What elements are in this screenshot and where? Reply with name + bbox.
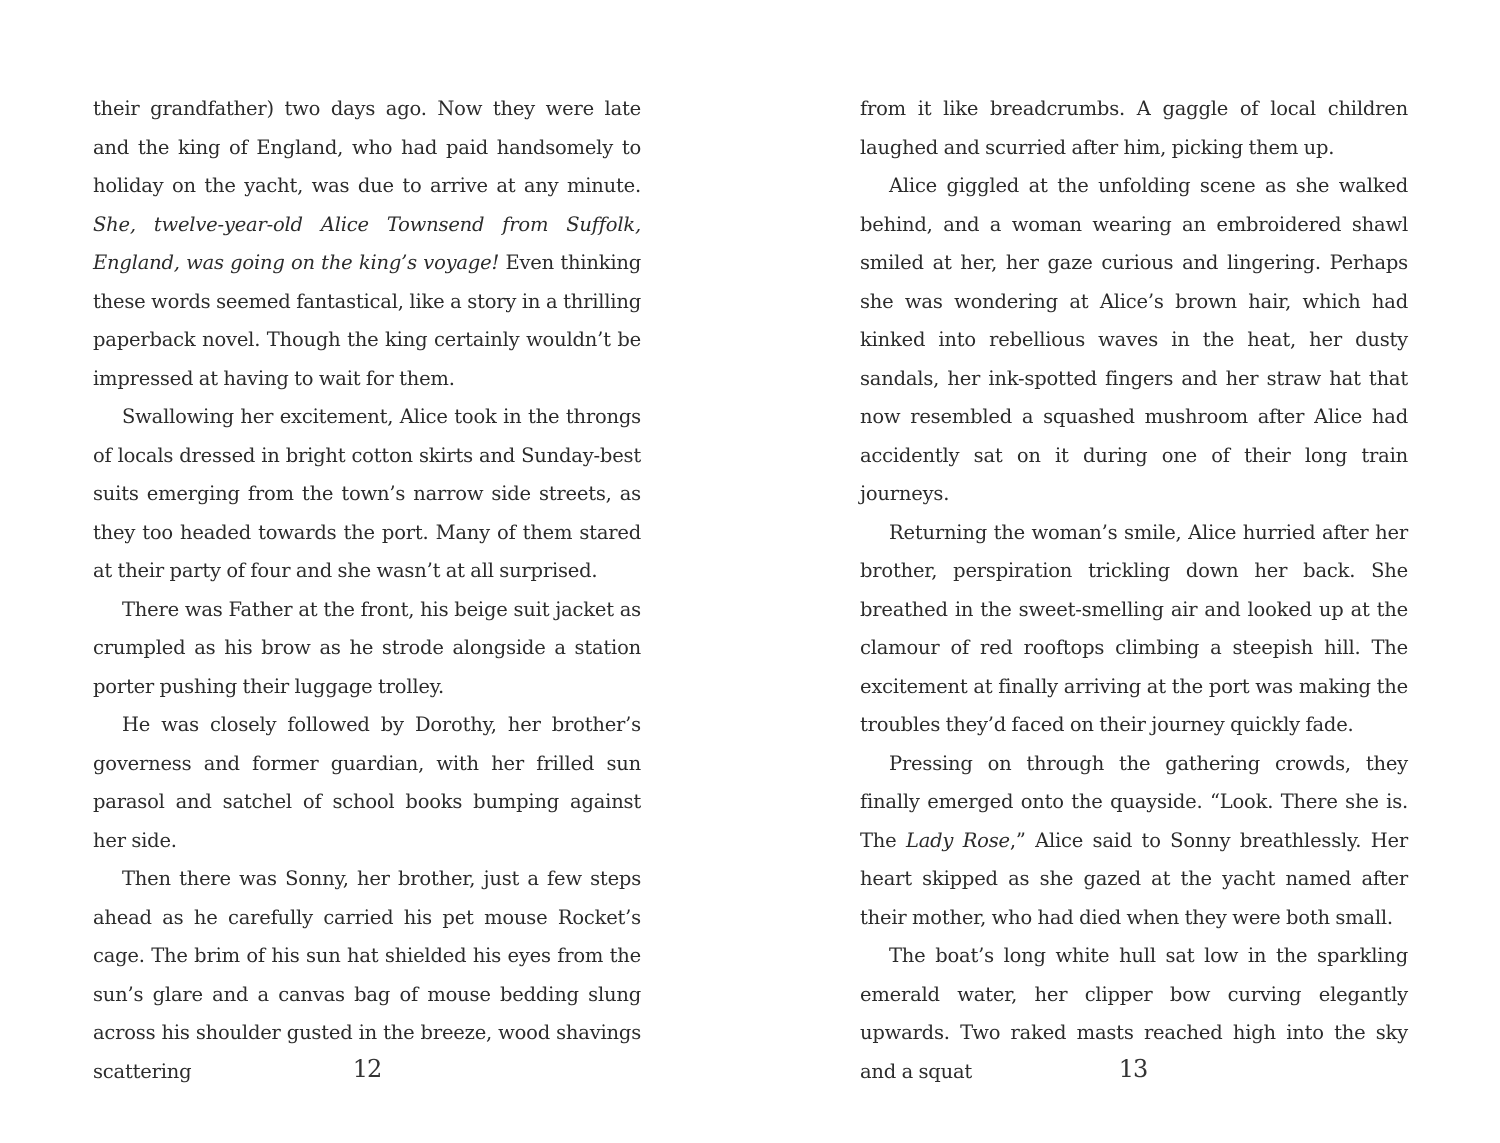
paragraph bbox=[860, 90, 1408, 167]
left-page bbox=[93, 90, 641, 1091]
paragraph bbox=[93, 90, 641, 398]
right-page-number: 13 bbox=[1118, 1055, 1148, 1083]
text-run: from it like breadcrumbs. A gaggle of local children laughed and scurried after him, picking them up. bbox=[860, 97, 1408, 159]
italic-text: Lady Rose bbox=[905, 828, 1010, 852]
paragraph bbox=[93, 706, 641, 860]
paragraph bbox=[93, 591, 641, 707]
left-page-text bbox=[93, 90, 641, 1091]
right-page bbox=[860, 90, 1408, 1091]
right-page-text bbox=[860, 90, 1408, 1091]
text-run: The boat’s long white hull sat low in the sparkling emerald water, her clipper bow curving elegantly upwards. Two raked masts reached high into the sky and a squat bbox=[860, 944, 1408, 1083]
text-run: He was closely followed by Dorothy, her brother’s governess and former guardian, with her frilled sun parasol and satchel of school books bumping against her side. bbox=[93, 713, 641, 852]
text-run: Swallowing her excitement, Alice took in the throngs of locals dressed in bright cotton skirts and Sunday-best suits emerging from the town’s narrow side streets, as they too headed towards the port. Many of them stared at their party of four and she wasn’t at all surprised. bbox=[93, 405, 641, 582]
text-run: Alice giggled at the unfolding scene as she walked behind, and a woman wearing an embroidered shawl smiled at her, her gaze curious and lingering. Perhaps she was wondering at Alice’s brown hair, which had kinked into rebellious waves in the heat, her dusty sandals, her ink-spotted fingers and her straw hat that now resembled a squashed mushroom after Alice had accidently sat on it during one of their long train journeys. bbox=[860, 174, 1408, 505]
left-page-number: 12 bbox=[352, 1055, 382, 1083]
paragraph bbox=[860, 514, 1408, 745]
paragraph bbox=[860, 167, 1408, 514]
text-run: There was Father at the front, his beige suit jacket as crumpled as his brow as he strode alongside a station porter pushing their luggage trolley. bbox=[93, 597, 641, 698]
text-run: Pressing on through the gathering crowds, they finally emerged onto the quayside. “Look. There she is. The bbox=[860, 751, 1408, 852]
text-run: their grandfather) two days ago. Now they were late and the king of England, who had paid handsomely to holiday on the yacht, was due to arrive at any minute. bbox=[93, 97, 641, 197]
paragraph bbox=[93, 398, 641, 591]
text-run: Then there was Sonny, her brother, just a few steps ahead as he carefully carried his pet mouse Rocket’s cage. The brim of his sun hat shielded his eyes from the sun’s glare and a canvas bag of mouse bedding slung across his shoulder gusted in the breeze, wood shavings scattering bbox=[93, 867, 641, 1083]
text-run: Even thinking these words seemed fantastical, like a story in a thrilling paperback novel. Though the king certainly wouldn’t be impressed at having to wait for them. bbox=[93, 251, 642, 390]
text-run: Returning the woman’s smile, Alice hurried after her brother, perspiration trickling down her back. She breathed in the sweet-smelling air and looked up at the clamour of red rooftops climbing a steepish hill. The excitement at finally arriving at the port was making the troubles they’d faced on their journey quickly fade. bbox=[860, 520, 1408, 736]
paragraph bbox=[860, 745, 1408, 938]
text-run: ,” Alice said to Sonny breathlessly. Her heart skipped as she gazed at the yacht named after their mother, who had died when they were both small. bbox=[860, 828, 1409, 929]
italic-text: She, twelve-year-old Alice Townsend from Suffolk, England, was going on the king’s voyage! bbox=[93, 212, 641, 274]
